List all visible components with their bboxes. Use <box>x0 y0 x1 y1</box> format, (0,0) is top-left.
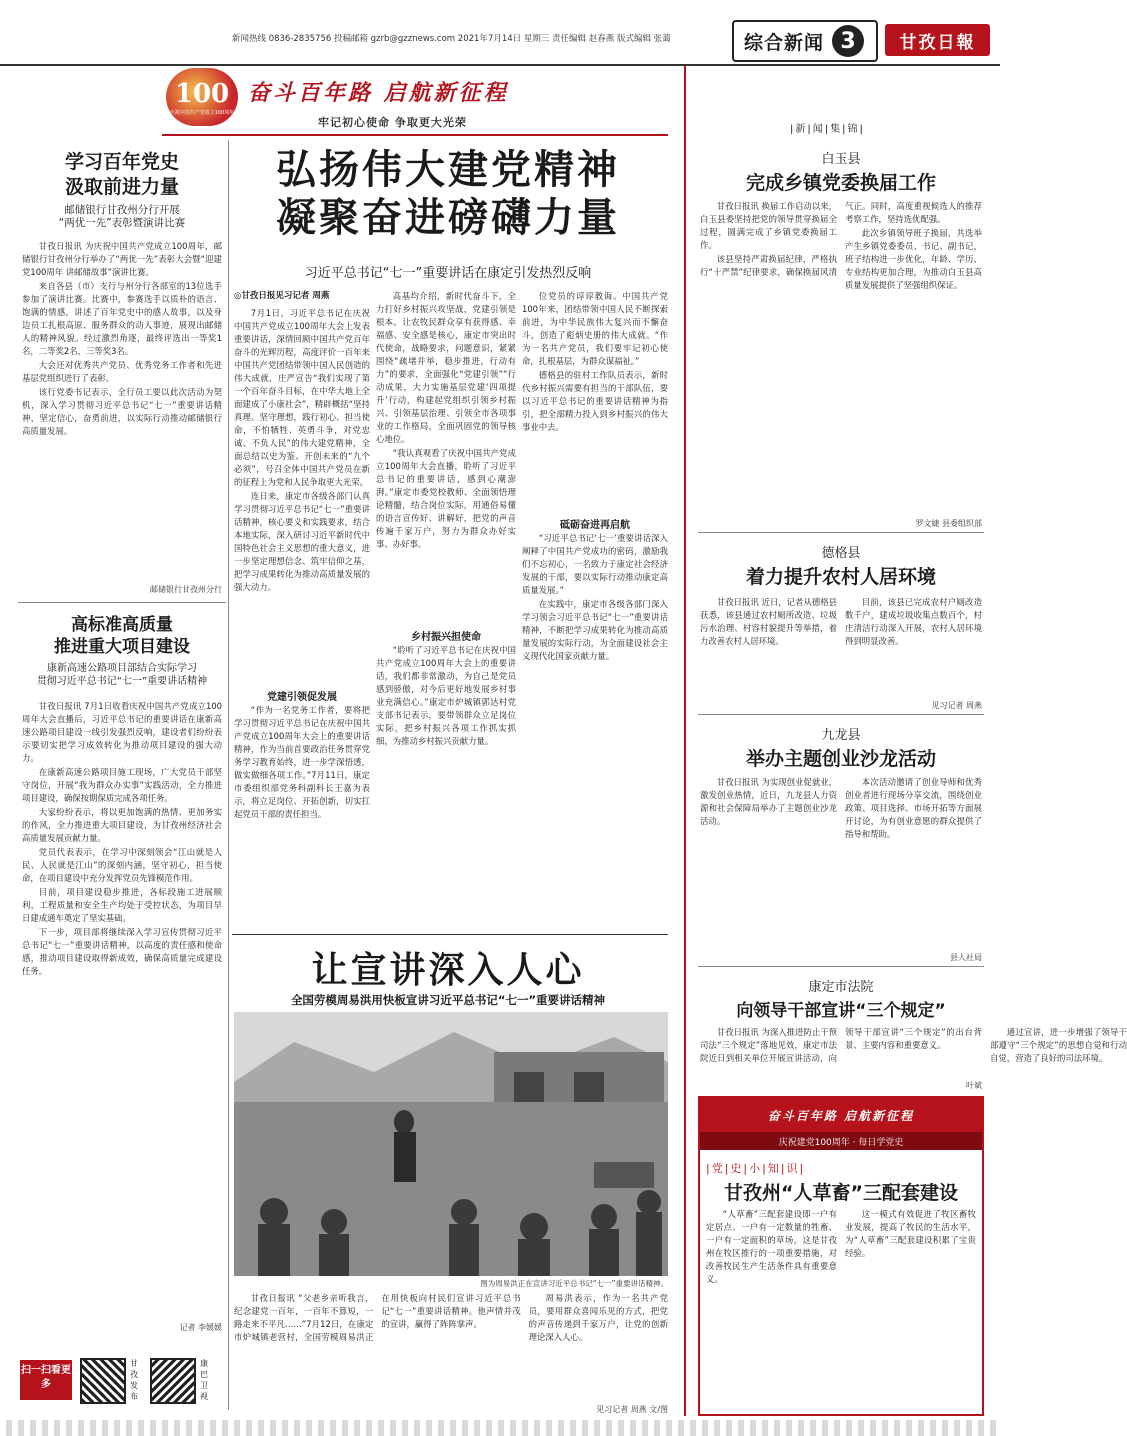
qr-label: 甘孜发布 <box>130 1359 138 1401</box>
centenary-number: 100 <box>174 78 230 109</box>
paragraph: 位党员的谆谆教诲。中国共产党100年来，团结带领中国人民不断探索前进，为中华民族伟大复兴而不懈奋斗，创造了彪炳史册的伟大成就。“作为一名共产党员，我们要牢记初心使命，扎根基层，为群众谋福祉。” <box>522 291 668 366</box>
photo-illustration <box>234 1012 668 1276</box>
subtitle-line: 康新高速公路项目部结合实际学习 <box>47 663 197 674</box>
newspaper-logo: 甘孜日報 <box>885 24 990 56</box>
centenary-caption: 庆祝中国共产党成立100周年 <box>169 109 235 116</box>
banner-slogan: 奋斗百年路 启航新征程 <box>248 81 509 106</box>
paragraph: 7月1日，习近平总书记在庆祝中国共产党成立100周年大会上发表重要讲话，深情回顾中国共产党百年奋斗的光辉历程，高度评价一百年来中国共产党团结带领中国人民创造的伟大成就，庄严宣告“我们实现了第一个百年奋斗目标，在中华大地上全面建成了小康社会”，精辟概括“坚持真理、坚守理想，践行初心、担当使命，不怕牺牲、英勇斗争，对党忠诚、不负人民”的伟大建党精神，全面总结以史为鉴、开创未来的“九个必须”，号召全体中国共产党员在新的征程上为党和人民争取更大光荣。 <box>234 308 370 487</box>
subtitle-line: “两优一先”表彰暨演讲比赛 <box>58 217 186 229</box>
paragraph: 党员代表表示，在学习中深刻领会“江山就是人民、人民就是江山”的深刻内涵，坚守初心，担当使命，在项目建设中充分发挥党员先锋模范作用。 <box>22 847 222 883</box>
title-line: 推进重大项目建设 <box>54 637 190 657</box>
right-article4-title: 向领导干部宣讲“三个规定” <box>736 1001 946 1021</box>
paragraph: 该县坚持严肃换届纪律，严格执行“十严禁”纪律要求，确保换届风清气正。同时，高度重视候选人的推荐考察工作，坚持选优配强。 <box>700 201 982 277</box>
title-line: 汲取前进力量 <box>64 176 179 198</box>
right-article2-signature: 见习记者 周燕 <box>931 701 982 710</box>
lead-subhead: 乡村振兴担使命 <box>411 632 481 643</box>
right-article3-signature: 县人社局 <box>950 953 982 962</box>
left-article2-title <box>22 614 222 658</box>
left-article2-signature: 记者 李媛媛 <box>179 1323 222 1332</box>
lead-subhead: 党建引领促发展 <box>267 692 337 703</box>
lead-subhead: 砥砺奋进再启航 <box>560 520 630 531</box>
paragraph: 目前，项目建设稳步推进，各标段施工进展顺利，工程质量和安全生产均处于受控状态，为项目早日建成通车奠定了坚实基础。 <box>22 887 222 923</box>
paragraph: 此次乡镇领导班子换届，共选举产生乡镇党委委员、书记、副书记，班子结构进一步优化，年龄、学历、专业结构更加合理，为推动白玉县高质量发展提供了坚强组织保证。 <box>845 228 982 290</box>
speech-photo <box>234 1012 668 1276</box>
lead-column-1b <box>234 704 370 926</box>
paragraph: 来自各县（市）支行与州分行各部室的13位选手参加了演讲比赛。比赛中，参赛选手以质朴的语言、饱满的情感，讲述了百年党史中的感人故事，以及身边员工扎根高原、服务群众的动人事迹，展现出邮储人的精神风貌。经过激烈角逐，最终评选出一等奖1名，二等奖2名，三等奖3名。 <box>22 281 222 356</box>
paragraph: 甘孜日报讯 为实现创业促就业，激发创业热情，近日，九龙县人力资源和社会保障局举办了主题创业沙龙活动。 <box>700 777 837 826</box>
main-headline <box>228 146 668 242</box>
title-line: 学习百年党史 <box>64 151 179 173</box>
left-article1-body <box>22 240 222 580</box>
lead-column-2 <box>376 290 516 620</box>
qr-code-icon[interactable] <box>80 1358 126 1404</box>
left-article1-subtitle <box>22 204 222 230</box>
mid-article-subtitle: 全国劳模周易洪用快板宣讲习近平总书记“七一”重要讲话精神 <box>290 993 606 1007</box>
paragraph: 甘孜日报讯 换届工作启动以来，白玉县委坚持把党的领导贯穿换届全过程，圆满完成了乡镇党委换届工作。 <box>700 201 837 250</box>
paragraph: 大家纷纷表示，将以更加饱满的热情、更加务实的作风，全力推进重大项目建设，为甘孜州经济社会高质量发展贡献力量。 <box>22 807 222 843</box>
paragraph: 本次活动邀请了创业导师和优秀创业者进行现场分享交流，围绕创业政策、项目选择、市场开拓等方面展开讨论，为有创业意愿的群众提供了指导和帮助。 <box>845 777 982 839</box>
right-article1-kicker: 白玉县 <box>821 152 861 167</box>
paragraph: 高基均介绍，新时代奋斗下，全力打好乡村振兴攻坚战，党建引领是根本。让农牧民群众享有获得感、幸福感、安全感是核心，康定市突出时代使命，战略要求，问题意识，紧紧围绕“疏堵并举，稳步推进，行动有力”的要求，全面强化“党建引领”“行动成果，大力实施基层党建‘四项提升’行动，构建起党组织引领乡村振兴、引领基层治理、引领全市各项事业的工作格局，全面巩固党的领导核心地位。 <box>376 291 516 444</box>
party-history-subbanner: 庆祝建党100周年 · 每日学党史 <box>700 1132 982 1150</box>
right-article2-body <box>700 596 982 700</box>
lead-column-3b <box>522 532 668 926</box>
section-label <box>732 20 878 62</box>
right-article1-title: 完成乡镇党委换届工作 <box>745 172 936 194</box>
qr-label: 康巴卫视 <box>200 1359 208 1401</box>
paragraph: 下一步，项目部将继续深入学习宣传贯彻习近平总书记“七一”重要讲话精神，以高度的责任感和使命感，推动项目建设取得新成效，确保高质量完成建设任务。 <box>22 927 222 976</box>
paragraph: “人草畜”三配套建设即一户有定居点、一户有一定数量的牲畜、一户有一定面积的草场。这是甘孜州在牧区推行的一项重要措施，对改善牧民生产生活条件具有重要意义。 <box>706 1209 837 1284</box>
right-divider <box>698 532 984 533</box>
left-article2-body <box>22 700 222 1316</box>
right-article3-kicker: 九龙县 <box>821 728 861 743</box>
banner-rule <box>162 134 668 136</box>
header-divider <box>0 64 1000 66</box>
right-article4-body <box>700 1026 1127 1078</box>
paragraph: 连日来，康定市各级各部门认真学习贯彻习近平总书记“七一”重要讲话精神，核心要义和实践要求，结合本地实际，深入研讨习近平新时代中国特色社会主义思想的重大意义，进一步坚定理想信念、筑牢信仰之基，把学习成果转化为推动高质量发展的强大动力。 <box>234 491 370 592</box>
right-divider <box>698 966 984 967</box>
lead-column-2b <box>376 644 516 926</box>
left-article1-signature: 邮储银行甘孜州分行 <box>150 585 222 594</box>
right-article3-body <box>700 776 982 950</box>
paragraph: 甘孜日报讯 7月1日收看庆祝中国共产党成立100周年大会直播后，习近平总书记的重要讲话在康新高速公路项目建设一线引发强烈反响，建设者们纷纷表示要切实把学习成效转化为推动项目建设的强大动力。 <box>22 701 222 763</box>
main-subtitle: 习近平总书记“七一”重要讲话在康定引发热烈反响 <box>304 266 592 281</box>
left-article2-subtitle <box>22 662 222 688</box>
party-history-banner: 奋斗百年路 启航新征程 <box>700 1098 982 1132</box>
section-name: 综合新闻 <box>744 31 825 54</box>
title-line: 高标准高质量 <box>71 615 173 635</box>
paragraph: 这一模式有效促进了牧区畜牧业发展，提高了牧民的生活水平，为“人草畜”三配套建设积累了宝贵经验。 <box>845 1209 976 1258</box>
right-article1-signature: 罗文婕 县委组织部 <box>915 519 982 528</box>
lead-bottom-rule <box>232 934 668 935</box>
mid-article-body <box>234 1292 668 1404</box>
paragraph: 在实践中，康定市各级各部门深入学习领会习近平总书记“七一”重要讲话精神，不断把学习成果转化为推动高质量发展的实际行动，为全面建设社会主义现代化国家贡献力量。 <box>522 599 668 661</box>
left-article1-title <box>22 150 222 200</box>
paragraph: 通过宣讲，进一步增强了领导干部遵守“三个规定”的思想自觉和行动自觉，营造了良好的司法环境。 <box>990 1027 1127 1063</box>
footer-strip <box>0 1420 1000 1436</box>
paragraph: 甘孜日报讯 近日，记者从德格县获悉，该县通过农村厕所改造、垃圾污水治理、村容村貌提升等举措，着力改善农村人居环境。 <box>700 597 837 646</box>
lead-column-1 <box>234 290 370 680</box>
qr-code-icon[interactable] <box>150 1358 196 1404</box>
column-divider-right <box>684 66 686 1416</box>
headline-line: 凝聚奋进磅礴力量 <box>276 194 620 241</box>
banner-subtitle: 牢记初心使命 争取更大光荣 <box>318 116 467 129</box>
centenary-logo <box>166 68 238 126</box>
subtitle-line: 贯彻习近平总书记“七一”重要讲话精神 <box>36 676 208 687</box>
header-info: 新闻热线 0836-2835756 投稿邮箱 gzrb@gzznews.com 2021年7月14日 星期三 责任编辑 赵春燕 版式编辑 张蔼 <box>232 34 671 44</box>
news-roundup-tag: |新|闻|集|锦| <box>790 124 865 135</box>
paragraph: 周易洪表示，作为一名共产党员，要用群众喜闻乐见的方式，把党的声音传递到千家万户，让党的创新理论深入人心。 <box>528 1293 668 1342</box>
mid-article-headline: 让宣讲深入人心 <box>311 949 585 991</box>
page-number: 3 <box>832 25 864 57</box>
party-history-body <box>706 1208 976 1408</box>
right-divider <box>698 714 984 715</box>
right-article4-kicker: 康定市法院 <box>808 980 874 995</box>
subtitle-line: 邮储银行甘孜州分行开展 <box>64 204 180 216</box>
right-article2-kicker: 德格县 <box>821 546 861 561</box>
paragraph: “聆听了习近平总书记在庆祝中国共产党成立100周年大会上的重要讲话，我们都非常激动，为自己是党员感到骄傲，对今后更好地发展乡村事业充满信心。”康定市炉城镇郭达村党支部书记表示，要带领群众立足岗位实际，把乡村振兴各项工作抓实抓细，为推动乡村振兴贡献力量。 <box>376 645 516 746</box>
lead-byline: ◎甘孜日报见习记者 周燕 <box>234 291 330 301</box>
paragraph: 大会还对优秀共产党员、优秀党务工作者和先进基层党组织进行了表彰。 <box>22 360 222 383</box>
paragraph: 甘孜日报讯 为深入推进防止干预司法“三个规定”落地见效，康定市法院近日到相关单位开展宣讲活动，向领导干部宣讲“三个规定”的出台背景、主要内容和重要意义。 <box>700 1027 982 1063</box>
paragraph: 甘孜日报讯 “父老乡亲听我言，纪念建党一百年，一百年不算短，一路走来不平凡……”7月12日，在康定市炉城镇老营村，全国劳模周易洪正在用快板向村民们宣讲习近平总书记“七一”重要讲话精神。他声情并茂的宣讲，赢得了阵阵掌声。 <box>234 1293 521 1342</box>
scan-tag: 扫一扫看更多 <box>20 1360 72 1400</box>
right-article2-title: 着力提升农村人居环境 <box>745 566 936 588</box>
photo-caption: 图为周易洪正在宣讲习近平总书记“七一”重要讲话精神。 <box>480 1279 668 1288</box>
paragraph: “习近平总书记‘七一’重要讲话深入阐释了中国共产党成功的密码，激励我们不忘初心，一名致力于康定社会经济发展的干部，要以实际行动推动康定高质量发展。” <box>522 533 668 595</box>
paragraph: 甘孜日报讯 为庆祝中国共产党成立100周年，邮储银行甘孜州分行举办了“两优一先”表彰大会暨“迎建党100周年 讲邮储故事”演讲比赛。 <box>22 241 222 277</box>
lead-column-3 <box>522 290 668 512</box>
paragraph: “作为一名党务工作者，要将把学习贯彻习近平总书记在庆祝中国共产党成立100周年大会上的重要讲话精神，作为当前首要政治任务贯穿党务学习教育始终，进一步学深悟透，做实做细各项工作。”7月11日，康定市委组织部党务科副科长王嘉为表示，将立足岗位、开拓创新，切实扛起党员干部的责任担当。 <box>234 705 370 819</box>
right-article3-title: 举办主题创业沙龙活动 <box>745 748 936 770</box>
column-divider-left <box>228 140 229 1410</box>
headline-line: 弘扬伟大建党精神 <box>276 146 620 193</box>
mid-article-signature: 见习记者 周燕 文/图 <box>596 1405 668 1414</box>
right-article1-body <box>700 200 982 518</box>
left-divider <box>18 602 226 603</box>
party-history-title: 甘孜州“人草畜”三配套建设 <box>724 1182 958 1204</box>
paragraph: 目前，该县已完成农村户厕改造数千户，建成垃圾收集点数百个，村庄清洁行动深入开展，农村人居环境得到明显改善。 <box>845 597 982 646</box>
paragraph: 在康新高速公路项目施工现场，广大党员干部坚守岗位，开展“我为群众办实事”实践活动，全力推进项目建设，确保按期保质完成各项任务。 <box>22 767 222 803</box>
right-article4-signature: 叶斌 <box>966 1081 982 1090</box>
paragraph: “我认真观看了庆祝中国共产党成立100周年大会直播，聆听了习近平总书记的重要讲话，感到心潮澎湃。”康定市委党校教师、全面领悟理论精髓，结合岗位实际，用通俗易懂的语言宣传好、讲解好，把党的声音传遍千家万户，努力为群众办好实事、办好事。 <box>376 448 516 549</box>
paragraph: 德格县的驻村工作队员表示，新时代乡村振兴需要有担当的干部队伍，要以习近平总书记的重要讲话精神为指引，把全部精力投入到乡村振兴的伟大事业中去。 <box>522 370 668 432</box>
paragraph: 该行党委书记表示，全行员工要以此次活动为契机，深入学习贯彻习近平总书记“七一”重要讲话精神，坚定信心，奋勇前进，以实际行动推动邮储银行高质量发展。 <box>22 387 222 436</box>
party-history-label: |党|史|小|知|识| <box>706 1162 806 1175</box>
